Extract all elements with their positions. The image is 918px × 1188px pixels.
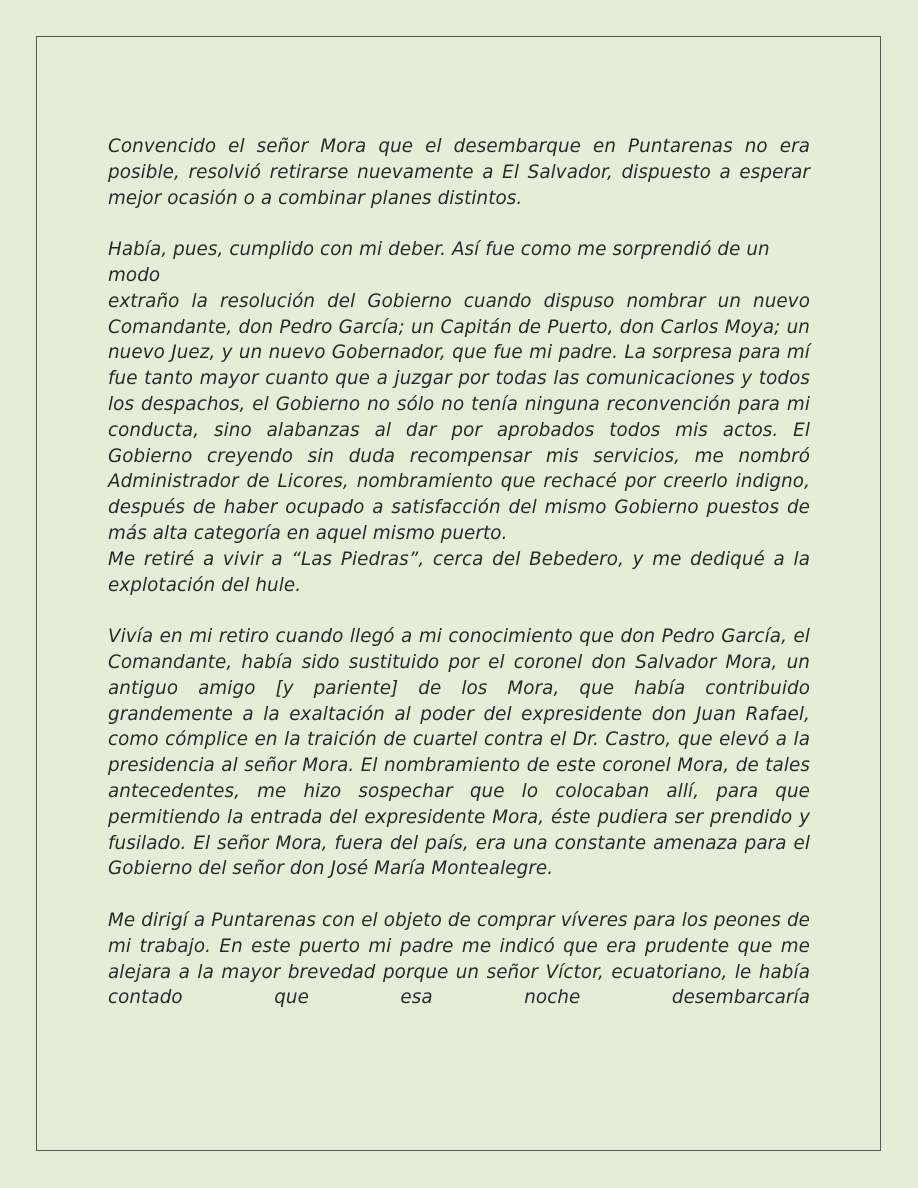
document-body — [108, 134, 810, 1011]
paragraph-spacer — [108, 211, 810, 237]
paragraph-5: Vivía en mi retiro cuando llegó a mi conocimiento que don Pedro García, el Comandante, había sido sustituido por el coronel don Salvador Mora, un antiguo amigo [y pariente] de los Mora, que había contribuido grandemente a la exaltación al poder del expresidente don Juan Rafael, como cómplice en la traición de cuartel contra el Dr. Castro, que elevó a la presidencia al señor Mora. El nombramiento de este coronel Mora, de tales antecedentes, me hizo sospechar que lo colocaban allí, para que permitiendo la entrada del expresidente Mora, éste pudiera ser prendido y fusilado. El señor Mora, fuera del país, era una constante amenaza para el Gobierno del señor don José María Montealegre. — [108, 626, 810, 880]
paragraph-6: Me dirigí a Puntarenas con el objeto de comprar víveres para los peones de mi trabajo. En este puerto mi padre me indicó que era prudente que me alejara a la mayor brevedad porque un señor Víctor, ecuatoriano, le había contado que esa noche desembarcaría — [108, 909, 810, 1009]
paragraph-1: Convencido el señor Mora que el desembarque en Puntarenas no era posible, resolvió retirarse nuevamente a El Salvador, dispuesto a esperar mejor ocasión o a combinar planes distintos. — [108, 136, 810, 209]
paragraph-4: Me retiré a vivir a “Las Piedras”, cerca del Bebedero, y me dediqué a la explotación del hule. — [108, 548, 810, 596]
paragraph-spacer — [108, 882, 810, 908]
paragraph-3: extraño la resolución del Gobierno cuando dispuso nombrar un nuevo Comandante, don Pedro García; un Capitán de Puerto, don Carlos Moya; un nuevo Juez, y un nuevo Gobernador, que fue mi padre. La sorpresa para mí fue tanto mayor cuanto que a juzgar por todas las comunicaciones y todos los despachos, el Gobierno no sólo no tenía ninguna reconvención para mi conducta, sino alabanzas al dar por aprobados todos mis actos. El Gobierno creyendo sin duda recompensar mis servicios, me nombró Administrador de Licores, nombramiento que rechacé por creerlo indigno, después de haber ocupado a satisfacción del mismo Gobierno puestos de más alta categoría en aquel mismo puerto. — [108, 290, 810, 544]
paragraph-spacer — [108, 598, 810, 624]
paragraph-2: Había, pues, cumplido con mi deber. Así fue como me sorprendió de un modo — [108, 239, 770, 286]
